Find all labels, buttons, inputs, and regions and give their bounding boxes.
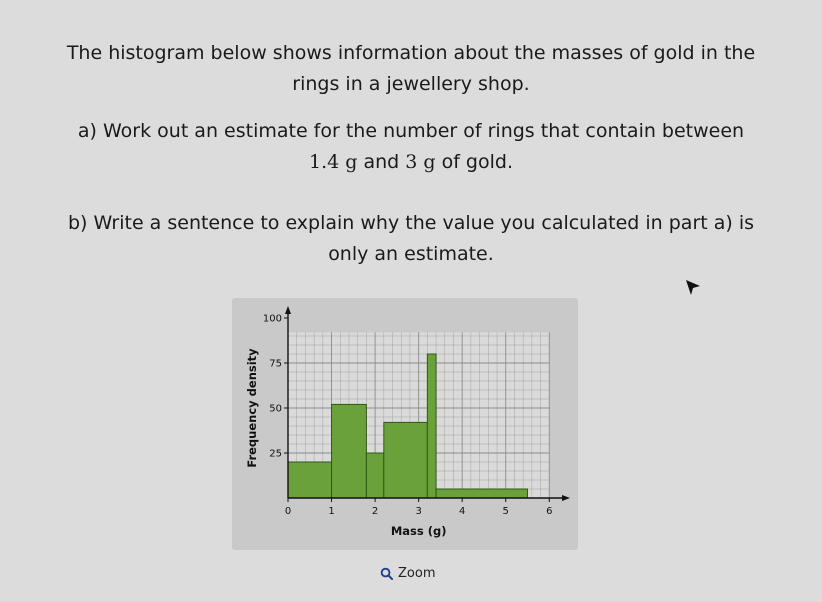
x-tick-label: 6 [546,506,553,517]
y-tick-label: 25 [269,448,282,460]
histogram-card[interactable] [232,298,578,550]
y-tick-label: 50 [269,403,282,415]
intro-line-2: rings in a jewellery shop. [292,73,530,95]
y-tick-label: 100 [262,313,282,325]
zoom-label: Zoom [398,566,436,581]
histogram-chart [232,298,578,550]
histogram-bar [384,422,428,498]
question-intro [0,38,822,100]
part-a-value-1: 1.4 g [308,151,358,173]
question-part-b [0,208,822,270]
zoom-button[interactable] [380,566,435,581]
x-tick-label: 3 [415,506,422,517]
y-axis-arrow [285,306,291,314]
x-tick-label: 5 [502,506,509,517]
magnifier-icon [380,567,393,580]
histogram-bar [436,489,527,498]
x-tick-label: 2 [371,506,379,517]
intro-line-1: The histogram below shows information about the masses of gold in the [66,42,756,64]
part-a-end: of gold. [435,151,513,173]
part-a-line-1: a) Work out an estimate for the number of rings that contain between [77,120,745,142]
histogram-bar [288,462,332,498]
part-a-and: and [357,151,406,173]
histogram-bar [332,404,367,498]
x-axis-arrow [562,495,570,501]
histogram-bar [366,453,383,498]
x-tick-label: 1 [328,506,335,517]
y-tick-label: 75 [269,358,282,370]
x-tick-label: 0 [284,506,292,517]
question-part-a [0,116,822,178]
part-b-line-1: b) Write a sentence to explain why the value you calculated in part a) is [67,212,755,234]
x-axis-label: Mass (g) [390,524,447,538]
part-b-line-2: only an estimate. [328,243,494,265]
mouse-cursor-icon [684,278,702,298]
y-axis-label: Frequency density [245,348,259,468]
histogram-bar [427,354,436,498]
x-tick-label: 4 [459,506,466,517]
part-a-value-2: 3 g [405,151,436,173]
